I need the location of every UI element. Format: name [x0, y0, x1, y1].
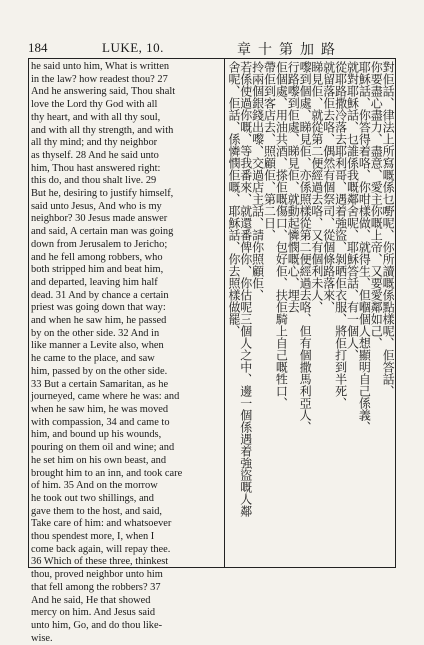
chinese-column: 行路嚟到佢處、睇見佢、就動起憐憫嘅心、埋去: [286, 61, 301, 313]
english-line: thou spendest more, I, when I: [31, 531, 155, 543]
english-line: and said, A certain man was going: [31, 226, 174, 238]
english-line: thou, proved neighbor unto him: [31, 569, 163, 581]
english-line: wise.: [31, 632, 53, 644]
page-number: 184: [28, 40, 48, 55]
english-line: when he saw him, he was moved: [31, 403, 169, 415]
english-line: priest was going down that way:: [31, 302, 166, 314]
english-line: brought him to an inn, and took care: [31, 467, 183, 479]
english-line: he took out two shillings, and: [31, 492, 154, 504]
english-line: And he answering said, Thou shalt: [31, 86, 176, 98]
english-line: he set him on his own beast, and: [31, 454, 167, 466]
chinese-column: 嚟到個處、睇見佢、亦係照樣從第二便經過去咯、但有個撒馬利亞人、: [298, 61, 313, 433]
english-line: that fell among the robbers? 37: [31, 581, 161, 593]
english-line: 33 But a certain Samaritan, as he: [31, 378, 169, 390]
english-line: him, Thou hast answered right:: [31, 162, 161, 174]
chinese-column: 佢個處、用油共酒、搽佢嘅傷口、包好佢、扶佢騎上自己嘅牲口、: [274, 61, 289, 409]
english-line: as thyself. 28 And he said unto: [31, 149, 159, 161]
english-line: with compassion, 34 and came to: [31, 416, 170, 428]
chinese-column: 就對耶穌話、乜誰係我嘅鄰舍呢、耶穌答話、有一個人、: [345, 61, 360, 361]
chinese-column: 從耶路撒冷落去耶利哥、遇着強盜、剝晒佢衣服、將佢打到半死、: [333, 61, 348, 409]
english-line: in the law? how readest thou? 27: [31, 73, 168, 85]
english-line: pouring on them oil and wine; and: [31, 442, 175, 454]
english-line: both stripped him and beat him,: [31, 264, 164, 276]
english-line: mercy on him. And Jesus said: [31, 607, 156, 619]
chinese-column: 舍呢、佢話、係憐憫佢嘅、耶穌話、你去照樣做罷、: [226, 61, 241, 337]
english-line: and departed, leaving him half: [31, 276, 158, 288]
page-header: [28, 40, 396, 58]
english-line: and he fell among robbers, who: [31, 251, 163, 263]
english-line: love the Lord thy God with all: [31, 99, 158, 111]
column-divider: [224, 59, 225, 567]
english-line: 36 Which of these three, thinkest: [31, 556, 169, 568]
chinese-column: 你要盡心盡力、盡意、愛主你嘅上帝、又要愛鄰如己、: [369, 61, 384, 349]
english-line: him, and bound up his wounds,: [31, 429, 162, 441]
english-line: and with all thy strength, and with: [31, 124, 174, 136]
english-line: Take care of him: and whatsoever: [31, 518, 172, 530]
chinese-text-columns: [228, 61, 394, 563]
english-line: he came to the place, and saw: [31, 353, 155, 365]
chinese-column: 耶穌話、你答得着咯、你咁樣做、就得生、但嗰個人想顯明自己係義、: [357, 61, 372, 433]
english-line: unto him, Go, and do thou like-: [31, 619, 163, 631]
chinese-column: 對佢話、律法上所寫嘅係乜嘢呢、你所讀嘅係點樣呢、佢答話、: [381, 61, 396, 397]
english-line: like manner a Levite also, when: [31, 340, 164, 352]
english-line: thy heart, and with all thy soul,: [31, 111, 161, 123]
english-line: him, passed by on the other side.: [31, 365, 168, 377]
english-text-column: [31, 61, 220, 644]
english-line: gave them to the host, and said,: [31, 505, 163, 517]
english-line: of him. 35 And on the morrow: [31, 480, 158, 492]
english-line: by on the other side. 32 And in: [31, 327, 160, 339]
english-line: dead. 31 And by chance a certain: [31, 289, 169, 301]
english-line: journeyed, came where he was: and: [31, 391, 180, 403]
english-line: this do, and thou shalt live. 29: [31, 175, 157, 187]
chinese-column: 帶佢到客店去、照顧佢、第二日、: [262, 61, 277, 241]
english-line: come back again, will repay thee.: [31, 543, 171, 555]
english-line: he said unto him, What is written: [31, 61, 170, 72]
english-line: down from Jerusalem to Jericho;: [31, 238, 168, 250]
text-frame: [28, 58, 396, 644]
english-line: And he said, He that showed: [31, 594, 151, 606]
chinese-column: 就留落佢去咯、偶然有個祭司、從個條路落來、: [321, 61, 336, 313]
chinese-column: 若係使過你嘅、等我番來、就還番俾你、你估呢三個人之中、邊一個係遇着強盜嘅人鄰: [238, 61, 253, 517]
book-title: LUKE, 10.: [102, 40, 164, 55]
english-line: But he, desiring to justify himself,: [31, 188, 174, 200]
english-line: said unto Jesus, And who is my: [31, 200, 162, 212]
english-line: all thy mind; and thy neighbor: [31, 137, 158, 149]
chinese-column: 拎兩個銀錢出嚟、交過店主話、請你照顧佢、: [250, 61, 265, 301]
english-line: and when he saw him, he passed: [31, 315, 167, 327]
chinese-column: 睇見佢、就從第二便經過去咯、又有個利未人、: [309, 61, 324, 313]
chapter-title-chinese: 章十第加路: [237, 43, 342, 58]
english-line: neighbor? 30 Jesus made answer: [31, 213, 168, 225]
